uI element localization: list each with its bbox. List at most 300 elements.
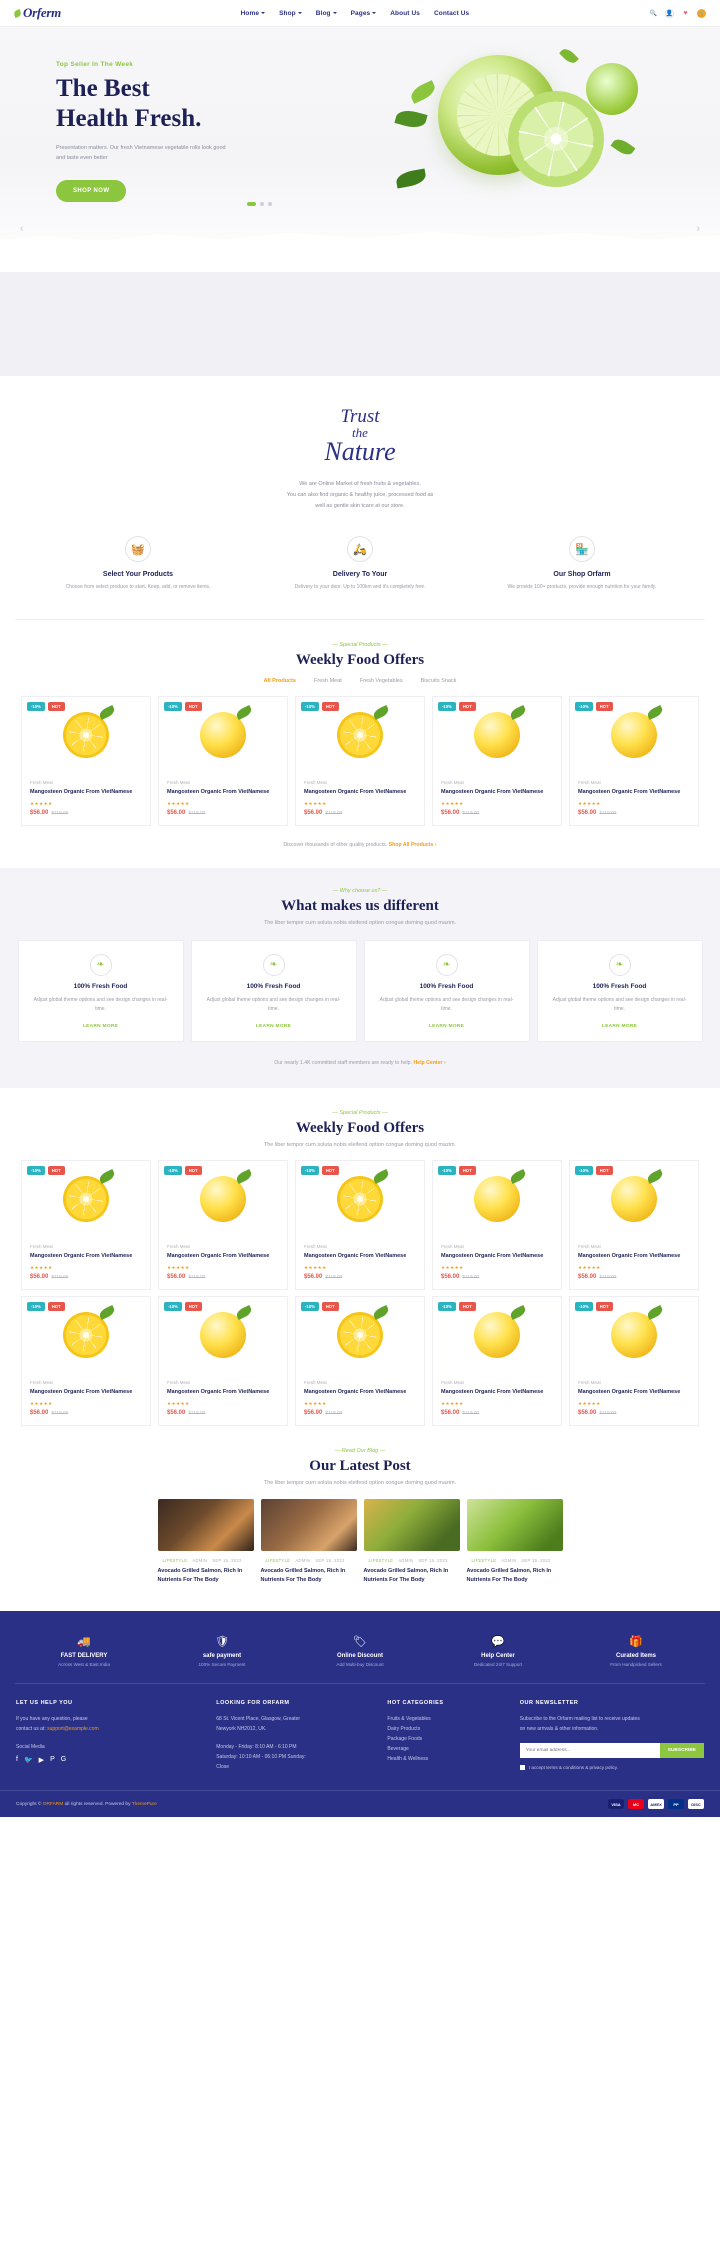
- service-fast-delivery: [37, 1635, 131, 1667]
- category-link[interactable]: Beverage: [387, 1746, 409, 1753]
- address-line2: Newyork NH2012, UK.: [216, 1726, 267, 1733]
- rating-stars: ★★★★★: [578, 1400, 601, 1406]
- badge-sale: -10%: [438, 702, 456, 711]
- price-current: $56.00: [441, 1273, 460, 1280]
- help-center-link[interactable]: Help Center ›: [413, 1059, 446, 1066]
- leaf-icon: [394, 107, 427, 130]
- badge-sale: -10%: [438, 1302, 456, 1311]
- badge-hot: HOT: [459, 702, 476, 711]
- leaf-icon: ❧: [436, 954, 458, 976]
- leaf-icon: [611, 136, 636, 158]
- price-current: $56.00: [578, 809, 597, 816]
- product-card[interactable]: [21, 1160, 151, 1290]
- lemon-graphic: [337, 1176, 383, 1222]
- product-card[interactable]: [432, 1160, 562, 1290]
- tag-icon: 🏷: [353, 1636, 367, 1649]
- product-card[interactable]: [158, 1296, 288, 1426]
- subscribe-button[interactable]: SUBSCRIBE: [660, 1743, 704, 1758]
- rating-stars: ★★★★★: [167, 1264, 190, 1270]
- post-author: ADMIN: [192, 1557, 208, 1563]
- product-name[interactable]: Mangosteen Organic From VietNamese: [167, 788, 270, 795]
- store-icon: 🏪: [569, 536, 595, 562]
- hero-title-line1: The Best: [56, 75, 150, 102]
- product-card[interactable]: [158, 1160, 288, 1290]
- lemon-graphic: [337, 1312, 383, 1358]
- product-card[interactable]: [569, 696, 699, 826]
- rating-stars: ★★★★★: [441, 800, 464, 806]
- product-price: [30, 810, 142, 816]
- post-thumbnail: [261, 1499, 357, 1551]
- trust-script-line2: the: [352, 425, 368, 440]
- support-email-link[interactable]: support@example.com: [47, 1726, 99, 1733]
- service-title: Online Discount: [336, 1653, 383, 1660]
- hours-line1: Monday - Friday: 8:10 AM - 6:10 PM: [216, 1744, 297, 1751]
- chevron-down-icon: [372, 12, 376, 14]
- price-current: $56.00: [441, 1409, 460, 1416]
- card-title: 100% Fresh Food: [73, 982, 128, 990]
- hours-block: [216, 1742, 371, 1772]
- badge-sale: -10%: [438, 1166, 456, 1175]
- leaf-icon: [98, 1169, 116, 1184]
- feature-shop: [502, 536, 662, 593]
- post-author: ADMIN: [295, 1557, 311, 1563]
- blog-post[interactable]: [261, 1499, 357, 1586]
- nav-item-shop[interactable]: [279, 10, 302, 17]
- learn-more-link[interactable]: LEARN MORE: [82, 1023, 119, 1029]
- service-safe-payment: [175, 1635, 269, 1667]
- difference-card[interactable]: [364, 940, 530, 1042]
- post-title[interactable]: Avocado Grilled Salmon, Rich In Nutrients For The Body: [466, 1567, 552, 1584]
- feature-title: Our Shop Orfarm: [553, 571, 611, 578]
- service-title: safe payment: [202, 1653, 242, 1660]
- weekly-offers-section-1: [0, 620, 720, 868]
- product-card[interactable]: [432, 1296, 562, 1426]
- lemon-graphic: [611, 712, 657, 758]
- visa-icon: VISA: [608, 1799, 624, 1809]
- consent-label: I accept terms & conditions & privacy policy.: [528, 1765, 619, 1771]
- product-name[interactable]: Mangosteen Organic From VietNamese: [304, 788, 407, 795]
- product-name[interactable]: Mangosteen Organic From VietNamese: [30, 1252, 133, 1259]
- leaf-icon: [235, 705, 253, 720]
- pinterest-icon[interactable]: P: [50, 1756, 55, 1764]
- post-title[interactable]: Avocado Grilled Salmon, Rich In Nutrients For The Body: [363, 1567, 449, 1584]
- product-name[interactable]: Mangosteen Organic From VietNamese: [304, 1252, 407, 1259]
- help-line1: If you have any question, please: [16, 1716, 88, 1723]
- product-card[interactable]: [569, 1160, 699, 1290]
- product-name[interactable]: Mangosteen Organic From VietNamese: [578, 1252, 681, 1259]
- rating-stars: ★★★★★: [304, 1400, 327, 1406]
- product-category: Fresh Meat: [30, 779, 53, 785]
- themepure-link[interactable]: ThemePure: [131, 1801, 157, 1807]
- facebook-icon[interactable]: f: [16, 1756, 18, 1764]
- leaf-icon: [509, 705, 527, 720]
- service-text: From Handpicked Sellers: [610, 1662, 662, 1668]
- brand-link[interactable]: ORFARM: [42, 1801, 64, 1807]
- badge-sale: -10%: [27, 1302, 45, 1311]
- section-subtitle: The liber tempor cum soluta nobis eleifend option congue doming quod mazim.: [263, 919, 457, 926]
- nav-item-pages[interactable]: [351, 10, 377, 17]
- price-current: $56.00: [304, 809, 323, 816]
- truck-icon: 🚚: [77, 1636, 91, 1649]
- section-title: Weekly Food Offers: [295, 1119, 425, 1136]
- badge-sale: -10%: [164, 1302, 182, 1311]
- product-price: [304, 1410, 416, 1416]
- card-text: Adjust global theme options and see design changes in real-time.: [206, 996, 341, 1013]
- service-title: FAST DELIVERY: [60, 1653, 108, 1660]
- price-current: $56.00: [578, 1273, 597, 1280]
- leaf-icon: [13, 9, 22, 18]
- post-title[interactable]: Avocado Grilled Salmon, Rich In Nutrients For The Body: [260, 1567, 346, 1584]
- payment-methods: [608, 1799, 704, 1809]
- card-title: 100% Fresh Food: [246, 982, 301, 990]
- heart-icon[interactable]: ♥: [683, 9, 688, 17]
- hours-line3: Close: [216, 1764, 230, 1771]
- price-old: $119.00: [325, 1274, 343, 1280]
- rating-stars: ★★★★★: [441, 1264, 464, 1270]
- product-name[interactable]: Mangosteen Organic From VietNamese: [167, 1388, 270, 1395]
- difference-card[interactable]: [191, 940, 357, 1042]
- badge-hot: HOT: [48, 702, 65, 711]
- leaf-icon: [372, 705, 390, 720]
- product-info: [22, 1373, 150, 1425]
- feature-title: Delivery To Your: [332, 571, 388, 578]
- lime-half: [508, 91, 604, 187]
- chat-icon: 💬: [491, 1636, 505, 1649]
- carousel-dot-2[interactable]: [260, 202, 264, 206]
- product-name[interactable]: Mangosteen Organic From VietNamese: [441, 1252, 544, 1259]
- feature-select-products: [58, 536, 218, 593]
- paypal-icon: PP: [668, 1799, 684, 1809]
- product-category: Fresh Meat: [167, 779, 190, 785]
- help-line2: [16, 1724, 200, 1734]
- section-header: [0, 888, 720, 926]
- product-card[interactable]: [21, 696, 151, 826]
- lemon-graphic: [474, 712, 520, 758]
- newsletter-line1: Subscribe to the Orfarm mailing list to receive updates: [519, 1716, 640, 1723]
- price-current: $56.00: [441, 809, 460, 816]
- leaf-icon: [646, 1169, 664, 1184]
- category-link[interactable]: Package Foods: [387, 1736, 423, 1743]
- cart-icon[interactable]: 🛒: [697, 10, 706, 17]
- nav-item-blog[interactable]: [316, 10, 337, 17]
- product-name[interactable]: Mangosteen Organic From VietNamese: [578, 1388, 681, 1395]
- category-link[interactable]: Dairy Products: [387, 1726, 421, 1733]
- footer-col-looking: [216, 1700, 371, 1772]
- rating-stars: ★★★★★: [30, 1264, 53, 1270]
- column-title: LOOKING FOR ORFARM: [216, 1700, 290, 1707]
- hero-banner: [0, 27, 720, 272]
- product-name[interactable]: Mangosteen Organic From VietNamese: [30, 1388, 133, 1395]
- post-meta: [158, 1558, 254, 1563]
- card-text: Adjust global theme options and see design changes in real-time.: [552, 996, 687, 1013]
- column-title: HOT CATEGORIES: [387, 1700, 444, 1707]
- product-info: [159, 1237, 287, 1289]
- service-title: Help Center: [481, 1653, 515, 1660]
- column-title: OUR NEWSLETTER: [519, 1700, 579, 1707]
- badge-group: [575, 1302, 613, 1311]
- hero-image-limes: [390, 45, 680, 225]
- product-name[interactable]: Mangosteen Organic From VietNamese: [578, 788, 681, 795]
- product-info: [159, 1373, 287, 1425]
- nav-item-home[interactable]: [241, 10, 265, 17]
- rating-stars: ★★★★★: [30, 1400, 53, 1406]
- badge-group: [575, 1166, 613, 1175]
- badge-sale: -10%: [301, 1166, 319, 1175]
- product-price: [578, 1410, 690, 1416]
- search-icon[interactable]: 🔍: [649, 10, 658, 17]
- leaf-icon: [372, 1305, 390, 1320]
- nav-item-contact-us[interactable]: [434, 10, 469, 17]
- product-category: Fresh Meat: [167, 1379, 190, 1385]
- blog-post[interactable]: [364, 1499, 460, 1586]
- social-label: Social Media: [16, 1744, 45, 1751]
- product-name[interactable]: Mangosteen Organic From VietNamese: [167, 1252, 270, 1259]
- service-help-center: [451, 1635, 545, 1667]
- product-info: [570, 1237, 698, 1289]
- post-date: SEP 15. 2022: [212, 1557, 242, 1563]
- product-category: Fresh Meat: [304, 1243, 327, 1249]
- post-category: LIFESTYLE: [471, 1557, 497, 1563]
- nav-label: Shop: [279, 9, 296, 17]
- badge-hot: HOT: [459, 1166, 476, 1175]
- post-date: SEP 15. 2022: [521, 1557, 551, 1563]
- logo-text: Orferm: [23, 5, 61, 20]
- mastercard-icon: MC: [628, 1799, 644, 1809]
- carousel-dot-1[interactable]: [247, 202, 256, 206]
- leaf-icon: [646, 1305, 664, 1320]
- product-category: Fresh Meat: [578, 1379, 601, 1385]
- difference-card[interactable]: [18, 940, 184, 1042]
- carousel-prev-icon[interactable]: ‹: [20, 223, 24, 234]
- badge-sale: -10%: [164, 1166, 182, 1175]
- product-price: [30, 1410, 142, 1416]
- category-link[interactable]: Fruits & Vegetables: [387, 1716, 431, 1723]
- nav-item-about-us[interactable]: [390, 10, 420, 17]
- price-old: $119.00: [462, 810, 480, 816]
- product-card[interactable]: [432, 696, 562, 826]
- trust-script-line3: Nature: [324, 437, 396, 466]
- blog-post[interactable]: [467, 1499, 563, 1586]
- post-author: ADMIN: [501, 1557, 517, 1563]
- nav-label: Pages: [350, 9, 371, 17]
- feature-list: [0, 536, 720, 593]
- price-old: $119.00: [188, 810, 206, 816]
- lemon-graphic: [337, 712, 383, 758]
- post-thumbnail: [467, 1499, 563, 1551]
- difference-cards: [0, 940, 720, 1042]
- rating-stars: ★★★★★: [30, 800, 53, 806]
- badge-group: [301, 1302, 339, 1311]
- nav-label: Contact Us: [433, 9, 470, 17]
- newsletter-form: [520, 1743, 704, 1758]
- badge-group: [301, 1166, 339, 1175]
- price-old: $119.00: [325, 1410, 343, 1416]
- section-title: What makes us different: [281, 897, 439, 914]
- carousel-dots[interactable]: [247, 202, 272, 206]
- leaf-icon: [509, 1305, 527, 1320]
- product-info: [22, 1237, 150, 1289]
- section-header: [0, 1088, 720, 1148]
- post-date: SEP 15. 2022: [418, 1557, 448, 1563]
- price-old: $119.00: [462, 1274, 480, 1280]
- difference-card[interactable]: [537, 940, 703, 1042]
- carousel-next-icon[interactable]: ›: [696, 223, 700, 234]
- lemon-graphic: [474, 1176, 520, 1222]
- product-grid: [0, 696, 720, 826]
- product-card[interactable]: [21, 1296, 151, 1426]
- leaf-icon: [98, 705, 116, 720]
- price-old: $119.00: [462, 1410, 480, 1416]
- product-category: Fresh Meat: [30, 1379, 53, 1385]
- price-current: $56.00: [30, 1409, 49, 1416]
- product-price: [167, 1410, 279, 1416]
- carousel-dot-3[interactable]: [268, 202, 272, 206]
- post-meta: [261, 1558, 357, 1563]
- price-old: $119.00: [188, 1410, 206, 1416]
- google-icon[interactable]: G: [60, 1756, 67, 1764]
- product-info: [433, 1237, 561, 1289]
- product-name[interactable]: Mangosteen Organic From VietNamese: [304, 1388, 407, 1395]
- shop-all-products-link[interactable]: Shop All Products ›: [388, 841, 437, 848]
- product-tabs: [0, 678, 720, 684]
- lemon-graphic: [63, 1176, 109, 1222]
- product-name[interactable]: Mangosteen Organic From VietNamese: [30, 788, 133, 795]
- hero-content: [0, 27, 300, 202]
- chevron-down-icon: [333, 12, 337, 14]
- learn-more-link[interactable]: LEARN MORE: [255, 1023, 292, 1029]
- leaf-icon: [559, 46, 579, 66]
- copyright-suffix: all rights reserved. Powered by: [64, 1801, 131, 1807]
- help-prefix: contact us at:: [16, 1726, 46, 1733]
- product-info: [433, 773, 561, 825]
- product-category: Fresh Meat: [30, 1243, 53, 1249]
- product-category: Fresh Meat: [441, 779, 464, 785]
- badge-sale: -10%: [575, 1302, 593, 1311]
- tab-all-products[interactable]: All Products: [263, 677, 296, 684]
- product-card[interactable]: [295, 1296, 425, 1426]
- category-link[interactable]: Health & Wellness: [387, 1756, 429, 1763]
- lime-small: [586, 63, 638, 115]
- blog-post-grid: [0, 1499, 720, 1586]
- discover-icon: DISC: [688, 1799, 704, 1809]
- hero-title: [56, 74, 300, 133]
- logo[interactable]: [14, 5, 61, 21]
- amex-icon: AMEX: [648, 1799, 664, 1809]
- hero-kicker: Top Seller In The Week: [56, 61, 134, 68]
- user-icon[interactable]: 👤: [665, 10, 674, 17]
- tab-biscuits-snack[interactable]: Biscuits Snack: [420, 677, 457, 684]
- product-price: [441, 1274, 553, 1280]
- lemon-graphic: [474, 1312, 520, 1358]
- leaf-icon: [408, 80, 437, 104]
- blog-post[interactable]: [158, 1499, 254, 1586]
- post-date: SEP 15. 2022: [315, 1557, 345, 1563]
- trust-script-line1: Trust: [340, 406, 380, 427]
- hours-line2: Saturday: 10:10 AM - 06:10 PM Sunday:: [216, 1754, 306, 1761]
- service-text: 100% Secure Payment: [198, 1662, 246, 1668]
- leaf-icon: ❧: [609, 954, 631, 976]
- badge-group: [164, 1302, 202, 1311]
- badge-hot: HOT: [596, 1166, 613, 1175]
- leaf-icon: [98, 1305, 116, 1320]
- hero-title-line2: Health Fresh.: [56, 104, 202, 132]
- price-old: $119.00: [599, 810, 617, 816]
- footer-columns: [0, 1684, 720, 1790]
- site-header: [0, 0, 720, 27]
- product-info: [433, 1373, 561, 1425]
- delivery-icon: 🛵: [347, 536, 373, 562]
- badge-hot: HOT: [185, 702, 202, 711]
- badge-hot: HOT: [459, 1302, 476, 1311]
- shield-icon: 🛡: [215, 1636, 229, 1649]
- price-current: $56.00: [167, 809, 186, 816]
- product-card[interactable]: [158, 696, 288, 826]
- feature-title: Select Your Products: [102, 571, 174, 578]
- card-title: 100% Fresh Food: [592, 982, 647, 990]
- product-name[interactable]: Mangosteen Organic From VietNamese: [441, 1388, 544, 1395]
- newsletter-text: [520, 1714, 704, 1734]
- learn-more-link[interactable]: LEARN MORE: [428, 1023, 465, 1029]
- tab-fresh-meat[interactable]: Fresh Meat: [314, 677, 342, 684]
- price-current: $56.00: [304, 1409, 323, 1416]
- footer-torn-edge: [0, 1611, 720, 1625]
- rating-stars: ★★★★★: [304, 800, 327, 806]
- badge-sale: -10%: [575, 702, 593, 711]
- copyright-prefix: Copyright ©: [16, 1801, 42, 1807]
- post-thumbnail: [158, 1499, 254, 1551]
- rating-stars: ★★★★★: [441, 1400, 464, 1406]
- service-online-discount: [313, 1635, 407, 1667]
- card-title: 100% Fresh Food: [419, 982, 474, 990]
- trust-desc-line3: well as gentle skin tcare at our store.: [315, 503, 405, 509]
- product-info: [570, 1373, 698, 1425]
- badge-hot: HOT: [322, 702, 339, 711]
- price-old: $119.00: [599, 1410, 617, 1416]
- promo-band: [0, 272, 720, 376]
- product-card[interactable]: [295, 1160, 425, 1290]
- consent-row[interactable]: [520, 1765, 704, 1770]
- email-field[interactable]: [520, 1743, 660, 1758]
- product-price: [30, 1274, 142, 1280]
- badge-hot: HOT: [185, 1166, 202, 1175]
- price-old: $119.00: [599, 1274, 617, 1280]
- learn-more-link[interactable]: LEARN MORE: [601, 1023, 638, 1029]
- product-price: [304, 810, 416, 816]
- post-title[interactable]: Avocado Grilled Salmon, Rich In Nutrients For The Body: [157, 1567, 243, 1584]
- footer-col-newsletter: [520, 1700, 704, 1772]
- footer-col-categories: [387, 1700, 503, 1772]
- section-kicker: — Special Products —: [332, 1109, 388, 1116]
- badge-hot: HOT: [322, 1302, 339, 1311]
- consent-checkbox[interactable]: [520, 1765, 525, 1770]
- twitter-icon[interactable]: 🐦: [23, 1757, 33, 1765]
- section-title: Weekly Food Offers: [295, 651, 425, 668]
- shop-now-button[interactable]: SHOP NOW: [56, 180, 126, 202]
- tab-fresh-vegetables[interactable]: Fresh Vegetables: [359, 677, 403, 684]
- youtube-icon[interactable]: ▶: [38, 1757, 45, 1765]
- product-card[interactable]: [295, 696, 425, 826]
- badge-hot: HOT: [48, 1166, 65, 1175]
- product-card[interactable]: [569, 1296, 699, 1426]
- badge-sale: -10%: [164, 702, 182, 711]
- category-list: [387, 1714, 503, 1764]
- rating-stars: ★★★★★: [578, 1264, 601, 1270]
- badge-sale: -10%: [301, 1302, 319, 1311]
- section-kicker: — Special Products —: [332, 641, 388, 648]
- product-grid-row1: [0, 1160, 720, 1290]
- product-name[interactable]: Mangosteen Organic From VietNamese: [441, 788, 544, 795]
- nav-label: About Us: [390, 9, 420, 17]
